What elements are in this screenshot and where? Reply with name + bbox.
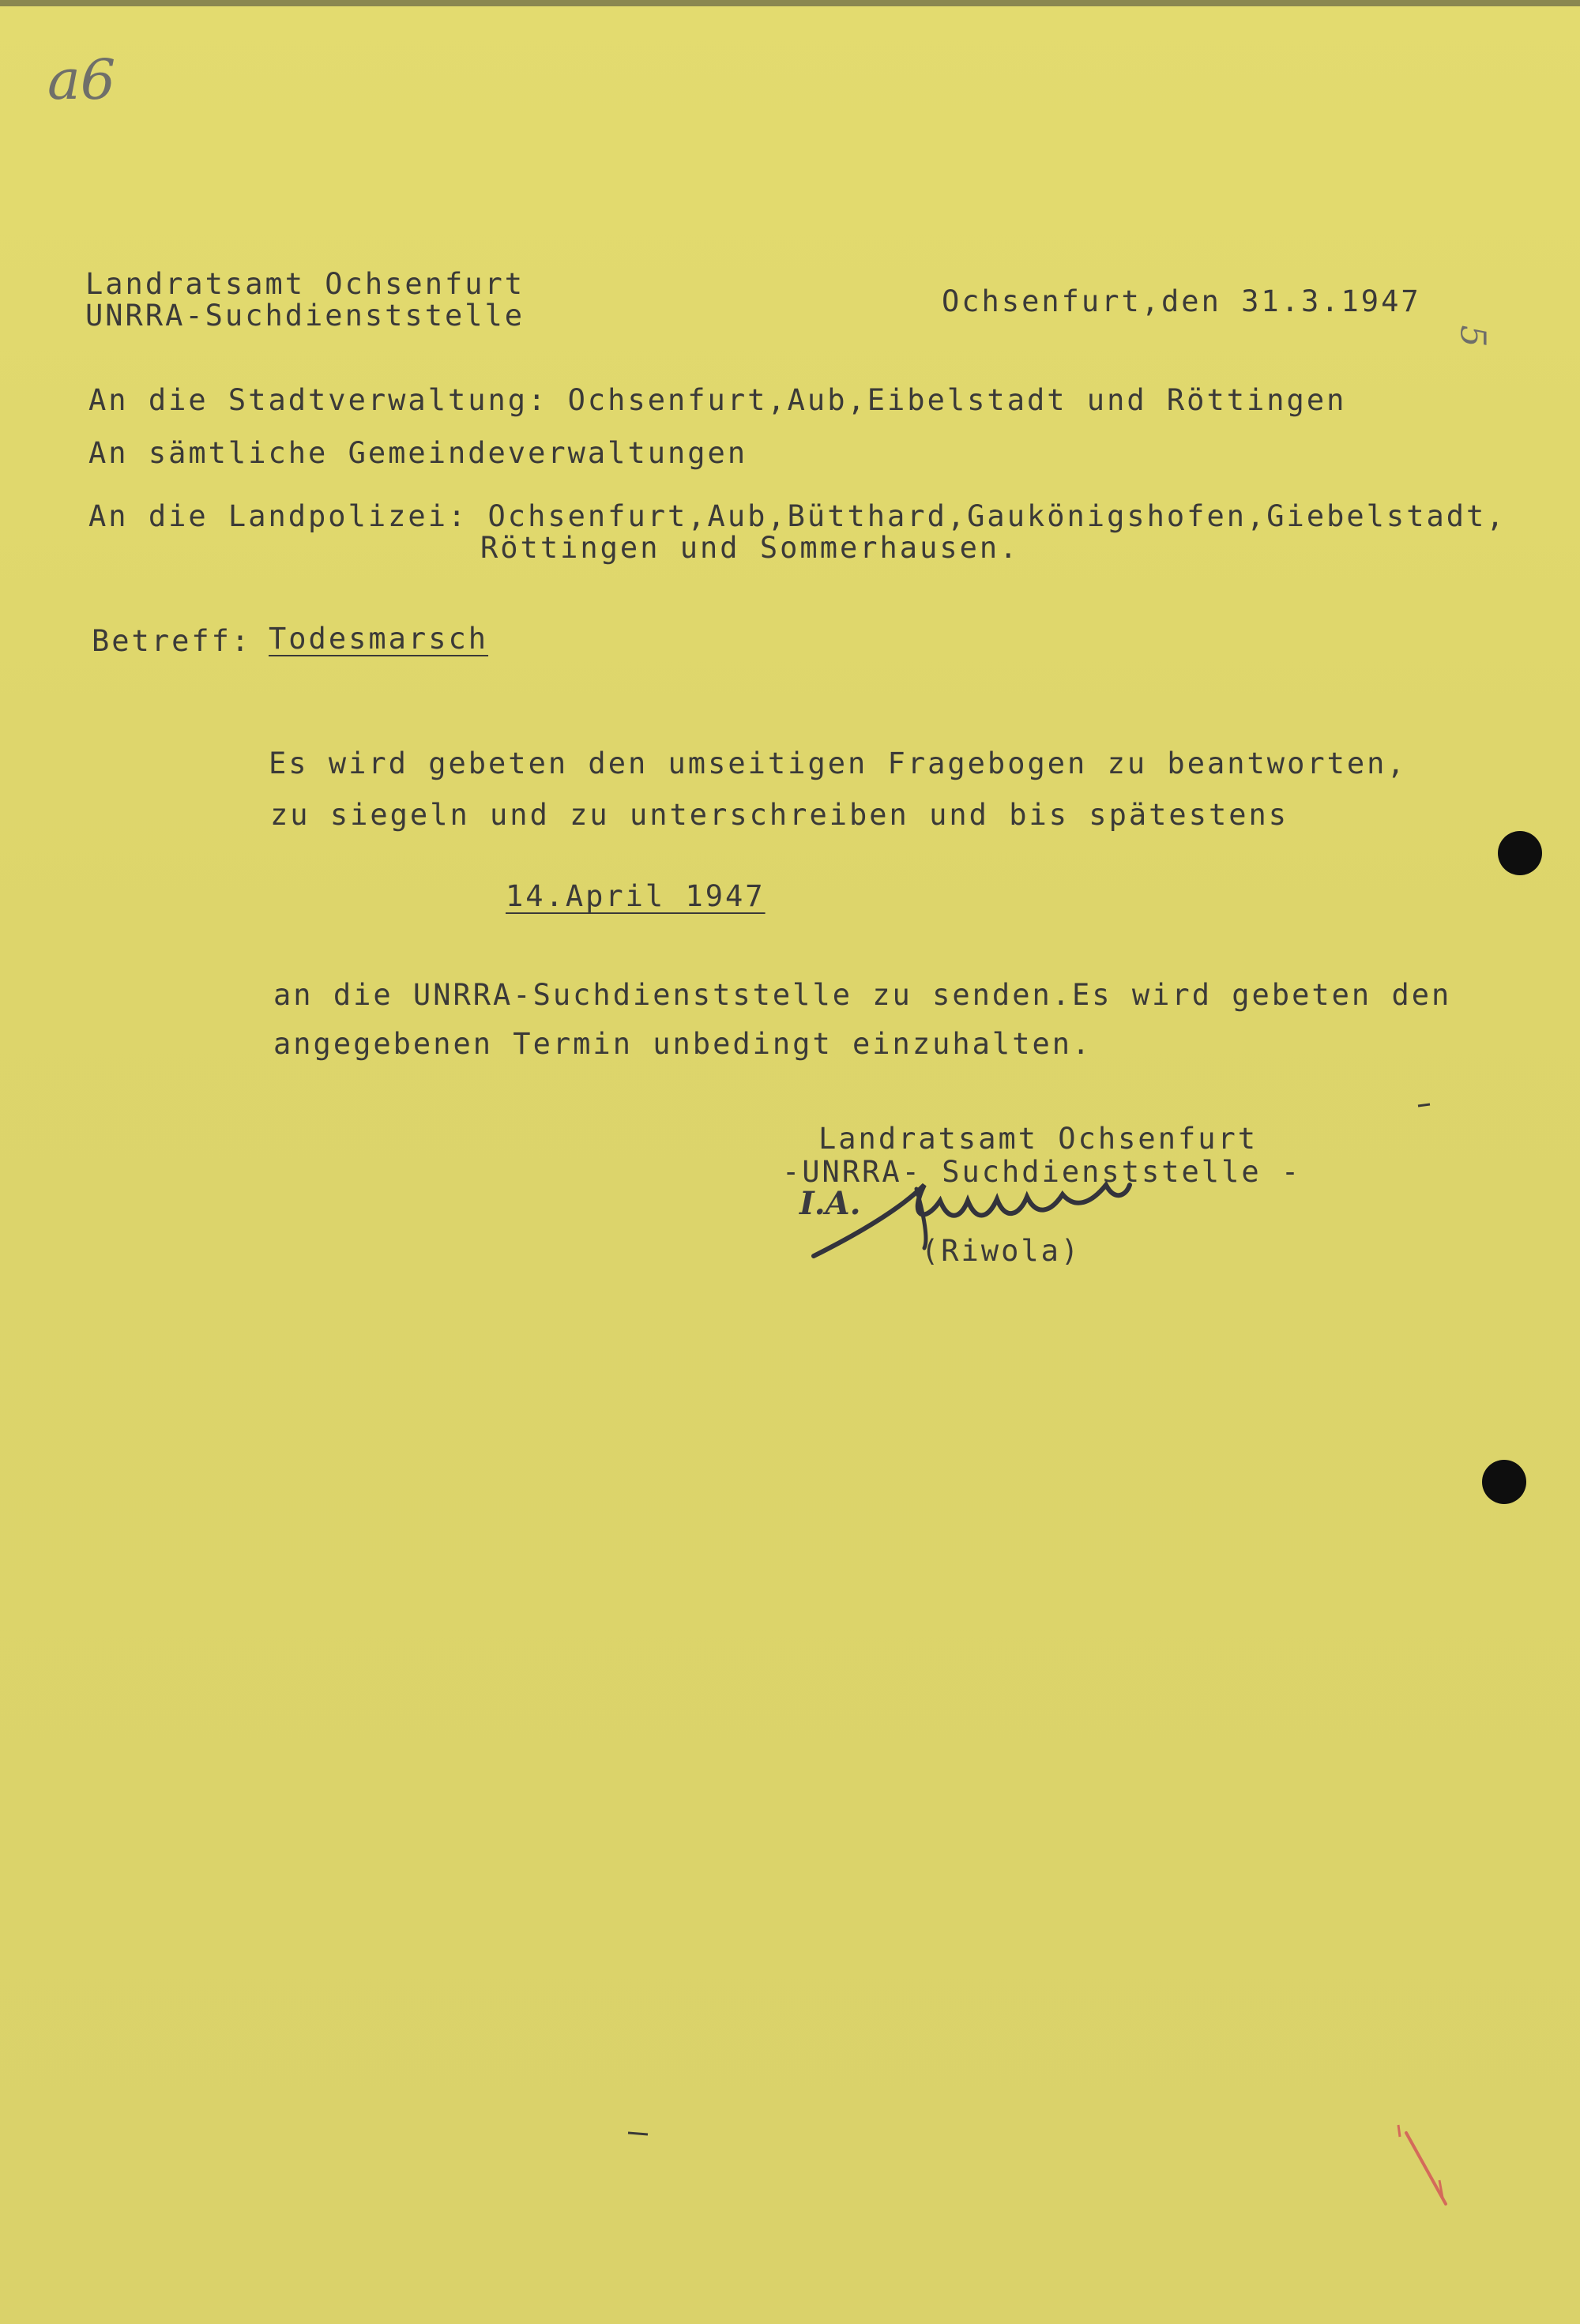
punch-hole-upper: [1498, 831, 1542, 875]
closing-department: -UNRRA- Suchdienststelle -: [782, 1155, 1302, 1189]
archive-note-a6: a6: [47, 47, 116, 112]
body-line-3: an die UNRRA-Suchdienststelle zu senden.Es wird gebeten den: [273, 978, 1452, 1012]
page-number-mark: 5: [1452, 325, 1493, 348]
body-line-4: angegebenen Termin unbedingt einzuhalten.: [273, 1027, 1093, 1061]
recipient-rural-police-cont: Röttingen und Sommerhausen.: [480, 531, 1020, 565]
recipient-rural-police: An die Landpolizei: Ochsenfurt,Aub,Bütthard,Gaukönigshofen,Giebelstadt,: [88, 499, 1507, 533]
body-line-1: Es wird gebeten den umseitigen Fragebogen zu beantworten,: [269, 746, 1407, 780]
signature-prefix: I.A.: [799, 1185, 861, 1222]
closing-office: Landratsamt Ochsenfurt: [818, 1122, 1258, 1156]
signatory-name: (Riwola): [921, 1234, 1082, 1268]
sender-department: UNRRA-Suchdienststelle: [85, 299, 525, 333]
punch-hole-lower: [1482, 1460, 1526, 1504]
recipient-city-administration: An die Stadtverwaltung: Ochsenfurt,Aub,Eibelstadt und Röttingen: [88, 383, 1347, 417]
subject-label: Betreff:: [92, 624, 252, 658]
deadline-date: 14.April 1947: [506, 879, 766, 913]
sender-office: Landratsamt Ochsenfurt: [85, 267, 525, 301]
body-line-2: zu siegeln und zu unterschreiben und bis spätestens: [270, 798, 1289, 832]
recipient-municipalities: An sämtliche Gemeindeverwaltungen: [88, 436, 748, 470]
subject-value: Todesmarsch: [269, 622, 489, 656]
place-date: Ochsenfurt,den 31.3.1947: [942, 284, 1421, 318]
